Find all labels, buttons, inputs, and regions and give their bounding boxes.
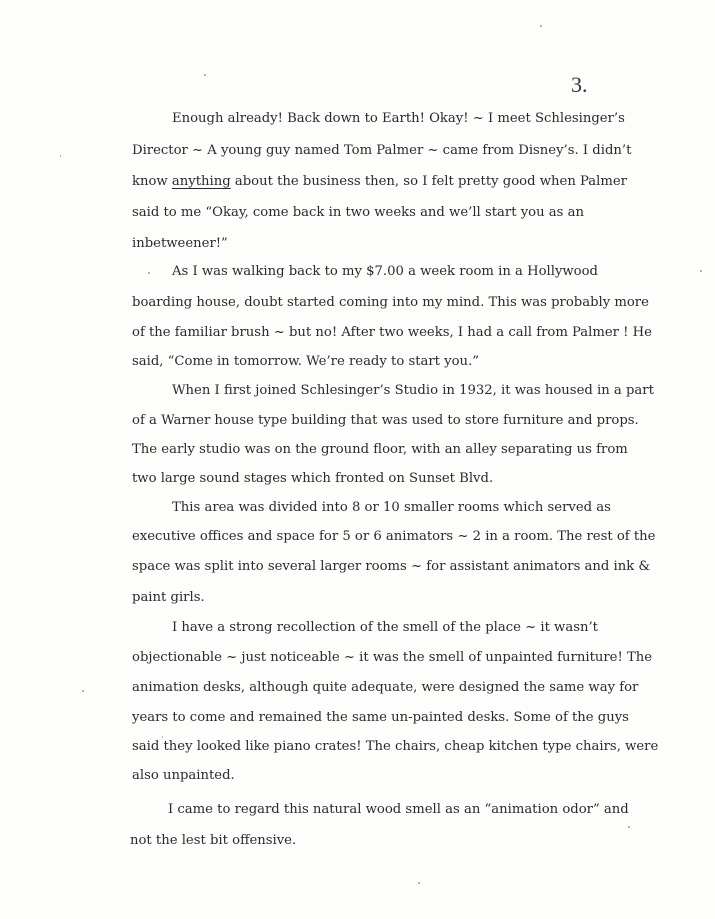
scan-speck bbox=[418, 882, 420, 884]
text-line: paint girls. bbox=[132, 590, 205, 605]
text-segment: know bbox=[132, 174, 172, 189]
scan-speck bbox=[204, 74, 206, 76]
text-segment: about the business then, so I felt pretty good when Palmer bbox=[230, 174, 627, 189]
scan-speck bbox=[148, 272, 150, 274]
text-line: of a Warner house type building that was used to store furniture and props. bbox=[132, 413, 639, 428]
text-line: said, “Come in tomorrow. We’re ready to start you.” bbox=[132, 354, 479, 369]
text-line: This area was divided into 8 or 10 smaller rooms which served as bbox=[172, 500, 611, 515]
text-line: Enough already! Back down to Earth! Okay! ~ I meet Schlesinger’s bbox=[172, 111, 625, 126]
text-line: said they looked like piano crates! The chairs, cheap kitchen type chairs, were bbox=[132, 739, 659, 754]
text-line: Director ~ A young guy named Tom Palmer ~ came from Disney’s. I didn’t bbox=[132, 143, 632, 158]
page-number: 3. bbox=[571, 72, 588, 97]
scan-speck bbox=[162, 736, 163, 738]
text-line: space was split into several larger rooms ~ for assistant animators and ink & bbox=[132, 559, 651, 574]
scan-speck bbox=[628, 826, 630, 828]
text-line bbox=[132, 175, 627, 188]
underlined-word: anything bbox=[171, 174, 231, 189]
text-line: two large sound stages which fronted on Sunset Blvd. bbox=[132, 471, 494, 486]
text-line: When I first joined Schlesinger’s Studio in 1932, it was housed in a part bbox=[172, 383, 654, 398]
text-line: inbetweener!” bbox=[132, 236, 228, 251]
scan-speck bbox=[540, 25, 542, 27]
text-line: animation desks, although quite adequate, were designed the same way for bbox=[132, 680, 639, 695]
scan-speck bbox=[60, 155, 61, 157]
text-line: I came to regard this natural wood smell as an “animation odor” and bbox=[168, 802, 629, 817]
text-line: boarding house, doubt started coming into my mind. This was probably more bbox=[132, 295, 649, 310]
text-line: objectionable ~ just noticeable ~ it was the smell of unpainted furniture! The bbox=[132, 650, 653, 665]
text-line: The early studio was on the ground floor, with an alley separating us from bbox=[132, 442, 628, 457]
text-line: I have a strong recollection of the smell of the place ~ it wasn’t bbox=[172, 620, 598, 635]
text-line: also unpainted. bbox=[132, 768, 235, 783]
text-line: As I was walking back to my $7.00 a week room in a Hollywood bbox=[172, 264, 598, 279]
text-line: executive offices and space for 5 or 6 animators ~ 2 in a room. The rest of the bbox=[132, 529, 656, 544]
text-line: of the familiar brush ~ but no! After two weeks, I had a call from Palmer ! He bbox=[132, 325, 652, 340]
text-line: said to me “Okay, come back in two weeks and we’ll start you as an bbox=[132, 205, 584, 220]
text-line: not the lest bit offensive. bbox=[130, 833, 297, 848]
scan-speck bbox=[82, 690, 84, 692]
scan-speck bbox=[700, 270, 702, 272]
text-line: years to come and remained the same un-painted desks. Some of the guys bbox=[132, 710, 629, 725]
